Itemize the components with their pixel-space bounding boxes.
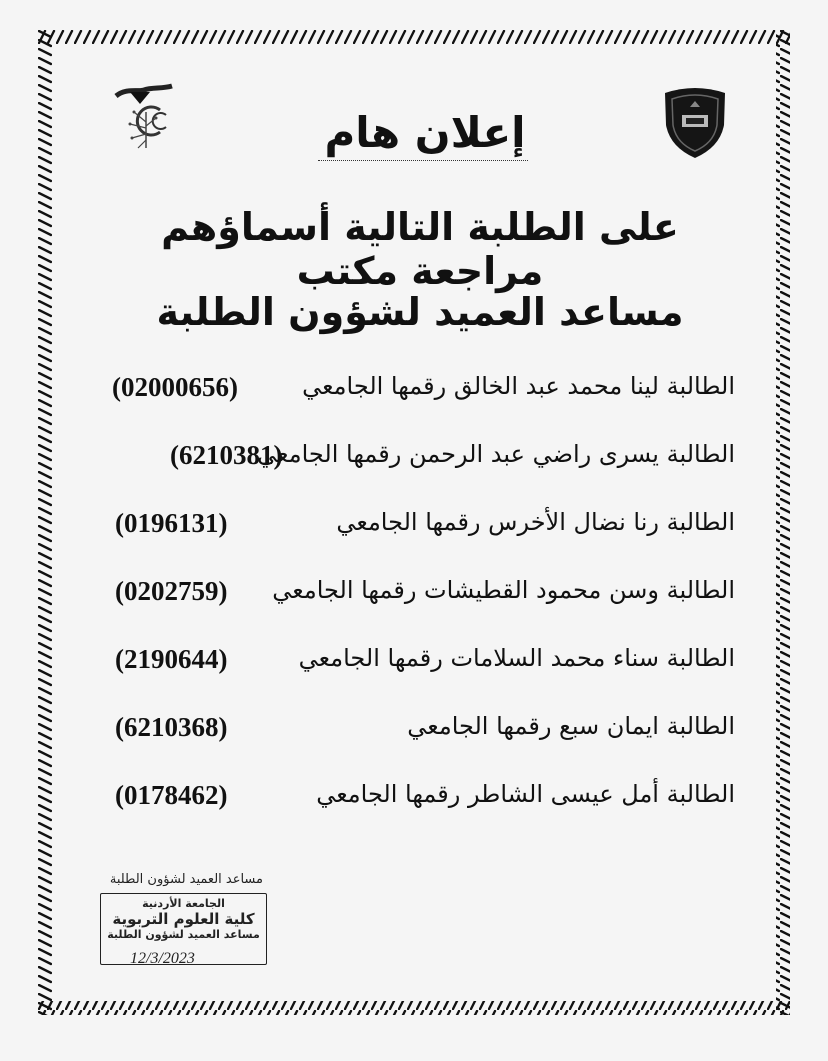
student-row [110, 440, 735, 480]
stamp-faculty: كلية العلوم التربوية [112, 910, 255, 928]
student-row [110, 576, 735, 616]
page-title: إعلان هام [324, 108, 526, 157]
student-row [110, 644, 735, 684]
subtitle-line-1: على الطلبة التالية أسماؤهم مراجعة مكتب [161, 205, 679, 293]
student-name: الطالبة سناء محمد السلامات رقمها الجامعي [298, 644, 735, 672]
stamp-university: الجامعة الأردنية [142, 897, 225, 910]
student-number: (6210381) [170, 440, 283, 470]
student-name: الطالبة رنا نضال الأخرس رقمها الجامعي [336, 508, 735, 536]
student-row [110, 508, 735, 548]
student-name: الطالبة يسرى راضي عبد الرحمن رقمها الجامعي [257, 440, 735, 468]
student-name: الطالبة لينا محمد عبد الخالق رقمها الجامعي [302, 372, 735, 400]
student-name: الطالبة أمل عيسى الشاطر رقمها الجامعي [316, 780, 735, 808]
student-number: (6210368) [115, 712, 228, 742]
stamp-office: مساعد العميد لشؤون الطلبة [107, 928, 260, 941]
student-number: (02000656) [112, 372, 238, 402]
student-row [110, 372, 735, 412]
student-number: (0178462) [115, 780, 228, 810]
stamp-caption: مساعد العميد لشؤون الطلبة [109, 872, 263, 887]
student-number: (0196131) [115, 508, 228, 538]
student-row [110, 780, 735, 820]
student-name: الطالبة ايمان سبع رقمها الجامعي [407, 712, 735, 740]
student-name: الطالبة وسن محمود القطيشات رقمها الجامعي [272, 576, 735, 604]
stamp-date: 12/3/2023 [130, 950, 195, 967]
student-row [110, 712, 735, 752]
university-shield-icon [660, 85, 730, 160]
faculty-logo-icon [110, 82, 185, 154]
title-underline [318, 160, 528, 161]
student-number: (2190644) [115, 644, 228, 674]
student-number: (0202759) [115, 576, 228, 606]
subtitle-line-2: مساعد العميد لشؤون الطلبة [156, 290, 684, 334]
